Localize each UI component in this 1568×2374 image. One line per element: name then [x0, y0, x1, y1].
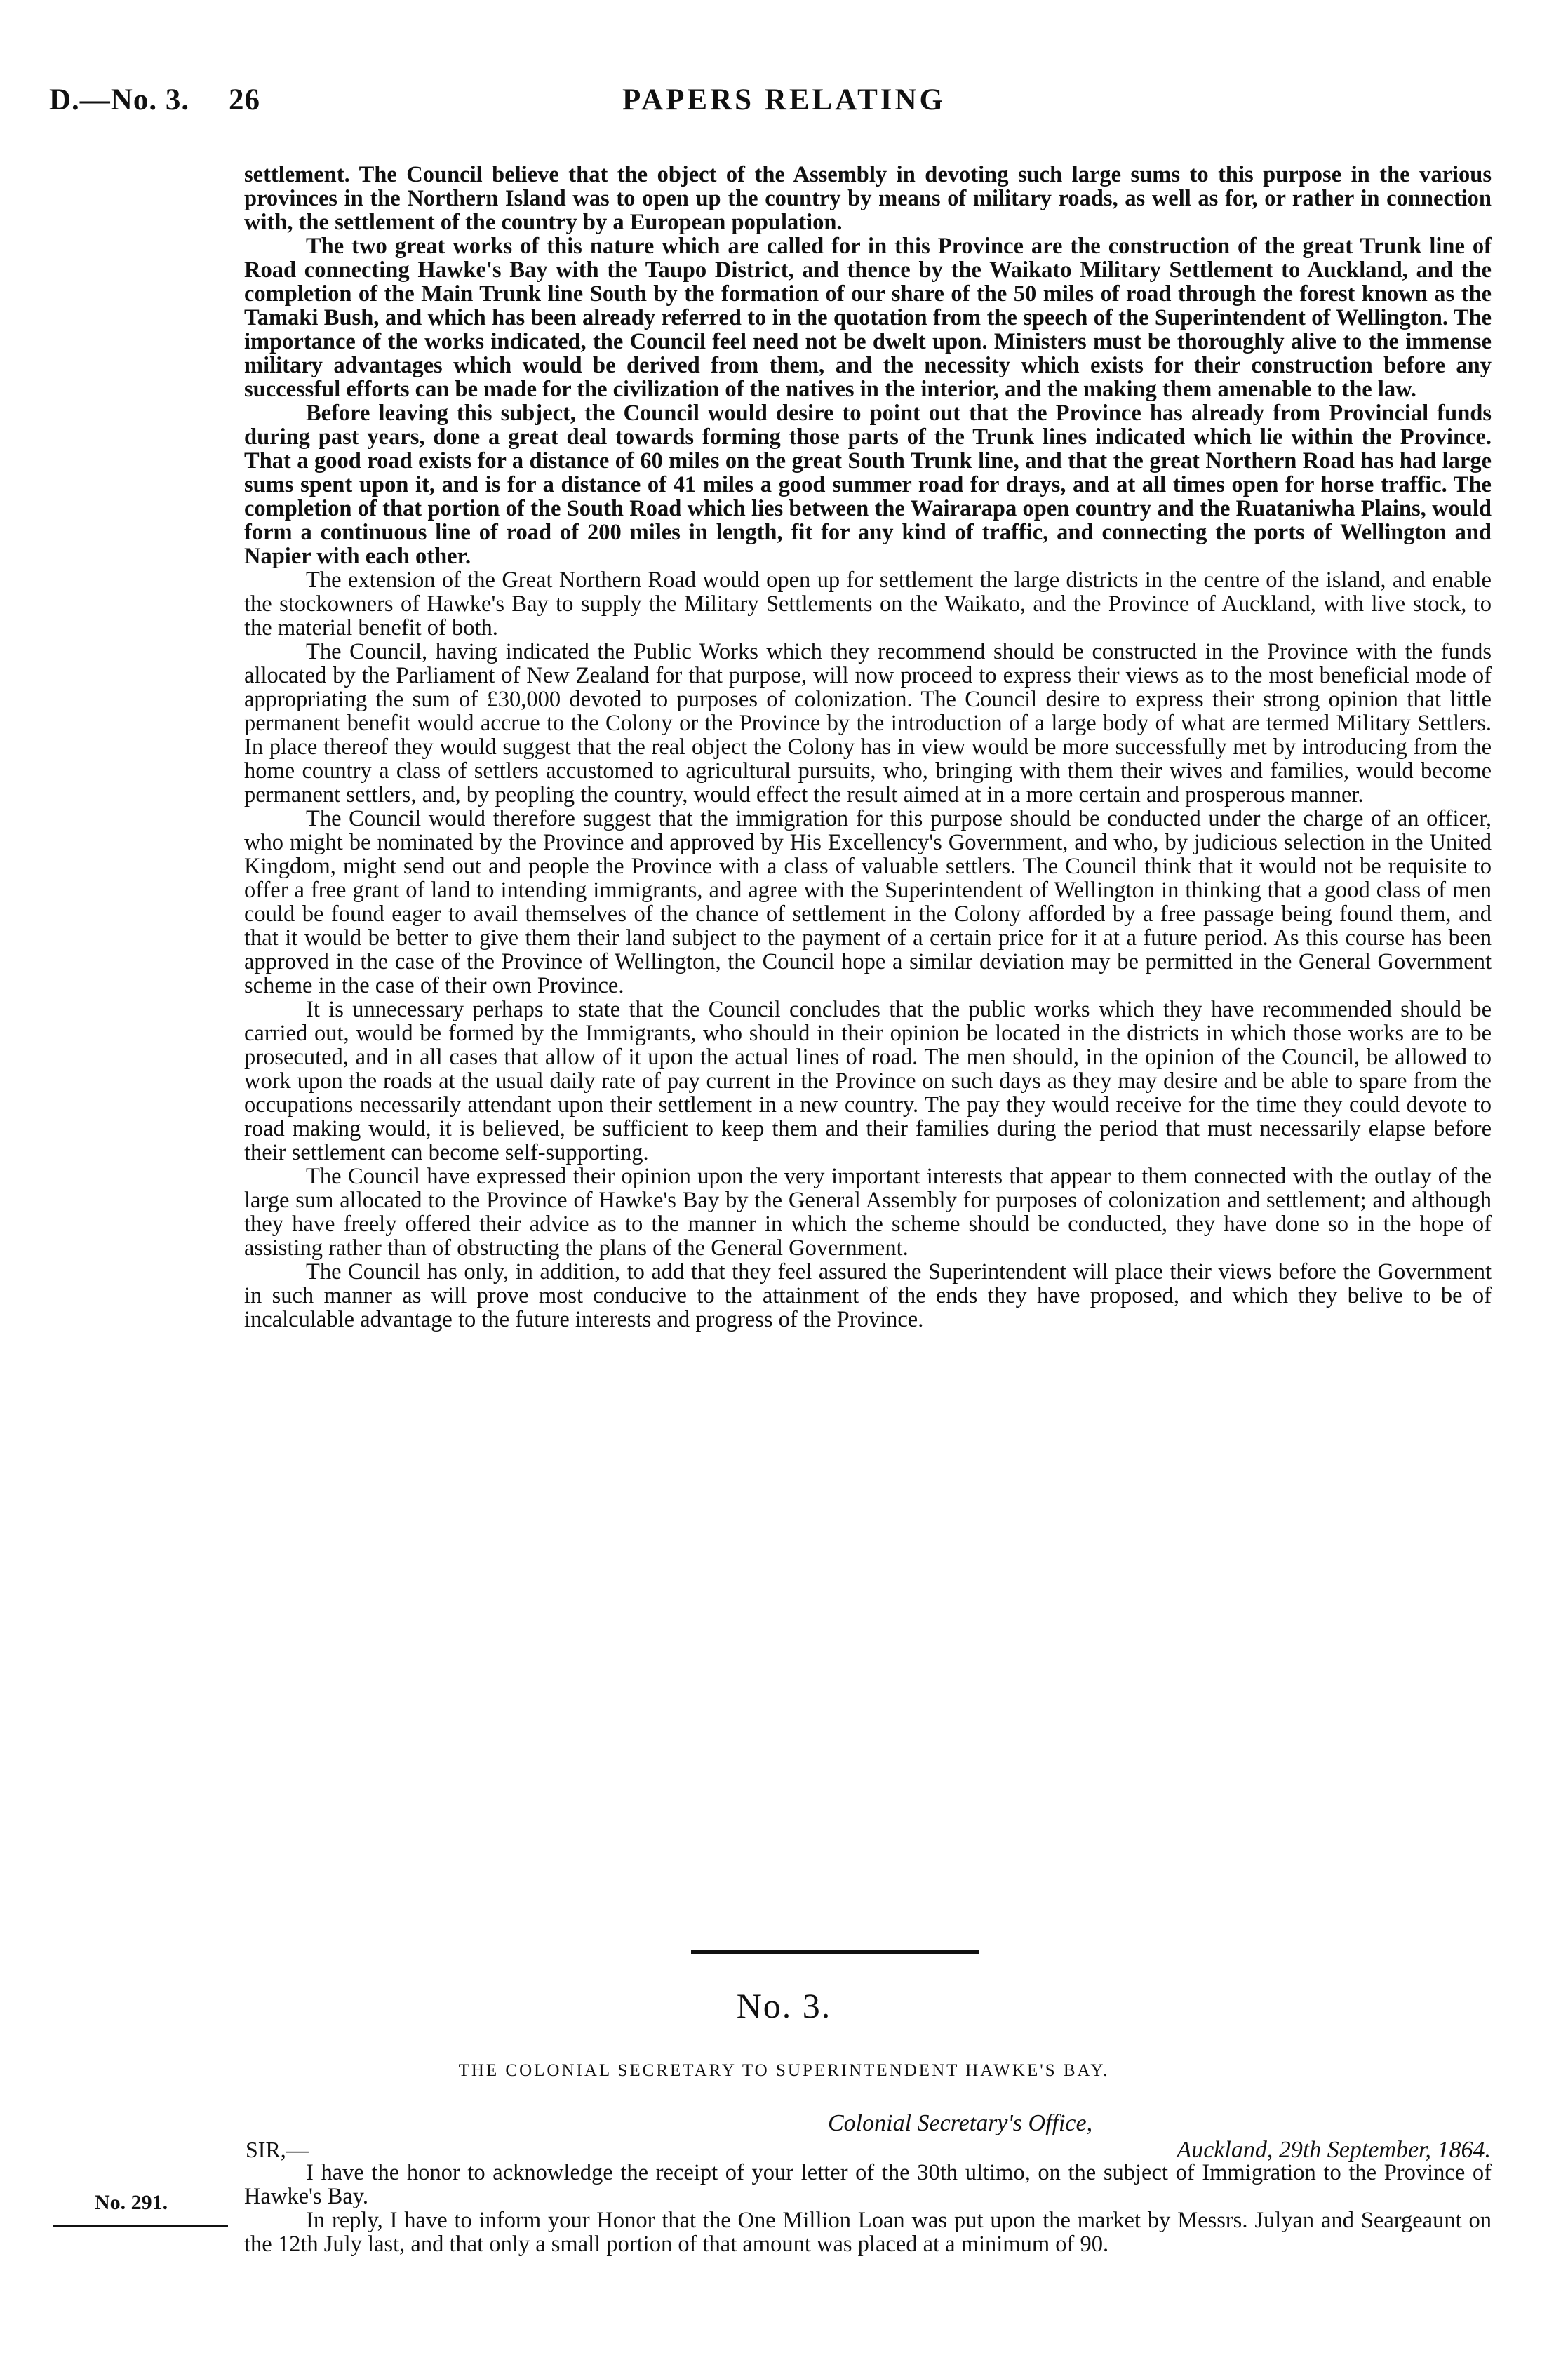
section-divider [691, 1950, 979, 1954]
running-head: PAPERS RELATING [622, 83, 946, 116]
page-number: 26 [229, 83, 260, 116]
letter-date: Auckland, 29th September, 1864. [1177, 2137, 1491, 2163]
document-reference: D.—No. 3. [49, 83, 190, 116]
body-text [244, 163, 1492, 1332]
paragraph: The Council, having indicated the Public Works which they recommend should be constructed in the Province with the funds allocated by the Parliament of New Zealand for that purpose, will now proceed to express their views as to the most beneficial mode of appropriating the sum of £30,000 devoted to purposes of colonization. The Council desire to express their strong opinion that little permanent benefit would accrue to the Colony or the Province by the introduction of a large body of what are termed Military Settlers. In place thereof they would suggest that the real object the Colony has in view would be more successfully met by introducing from the home country a class of settlers accustomed to agricultural pursuits, who, bringing with them their wives and families, would become permanent settlers, and, by peopling the country, would effect the result aimed at in a more certain and prosperous manner. [244, 639, 1492, 807]
letter-paragraph: I have the honor to acknowledge the receipt of your letter of the 30th ultimo, on the subject of Immigration to the Province of Hawke's Bay. [244, 2160, 1492, 2209]
paragraph: The extension of the Great Northern Road would open up for settlement the large districts in the centre of the island, and enable the stockowners of Hawke's Bay to supply the Military Settlements on the Waikato, and the Province of Auckland, with live stock, to the material benefit of both. [244, 568, 1492, 641]
paragraph: The Council has only, in addition, to add that they feel assured the Superintendent will place their views before the Government in such manner as will prove most conducive to the attainment of the ends they have proposed, and which they belive to be of incalculable advantage to the future interests and progress of the Province. [244, 1259, 1492, 1332]
paragraph: It is unnecessary perhaps to state that the Council concludes that the public works which they have recommended should be carried out, would be formed by the Immigrants, who should in their opinion be located in the districts in which those works are to be prosecuted, and in all cases that allow of it upon the actual lines of road. The men should, in the opinion of the Council, be allowed to work upon the roads at the usual daily rate of pay current in the Province on such days as they may desire and be able to spare from the occupations necessarily attendant upon their settlement in a new country. The pay they would receive for the time they could devote to road making would, it is believed, be sufficient to keep them and their families during the period that must necessarily elapse before their settlement can become self-supporting. [244, 997, 1492, 1165]
margin-note: No. 291. [95, 2191, 168, 2214]
letter-body [244, 2161, 1492, 2256]
letter-number: No. 3. [736, 1986, 832, 2025]
salutation: SIR,— [246, 2137, 309, 2162]
paragraph: The two great works of this nature which are called for in this Province are the construction of the great Trunk line of Road connecting Hawke's Bay with the Taupo District, and thence by the Waikato Military Settlement to Auckland, and the completion of the Main Trunk line South by the formation of our share of the 50 miles of road through the forest known as the Tamaki Bush, and which has been already referred to in the quotation from the speech of the Superintendent of Wellington. The importance of the works indicated, the Council feel need not be dwelt upon. Ministers must be thoroughly alive to the immense military advantages which would be derived from them, and the necessity which exists for their construction before any successful efforts can be made for the civilization of the natives in the interior, and the making them amenable to the law. [244, 234, 1492, 402]
paragraph: settlement. The Council believe that the object of the Assembly in devoting such large sums to this purpose in the various provinces in the Northern Island was to open up the country by means of military roads, as well as for, or rather in connection with, the settlement of the country by a European population. [244, 162, 1492, 235]
paragraph: The Council have expressed their opinion upon the very important interests that appear to them connected with the outlay of the large sum allocated to the Province of Hawke's Bay by the General Assembly for purposes of colonization and settlement; and although they have freely offered their advice as to the manner in which the scheme should be conducted, they have done so in the hope of assisting rather than of obstructing the plans of the General Government. [244, 1164, 1492, 1261]
letter-office: Colonial Secretary's Office, [828, 2110, 1093, 2136]
paragraph: The Council would therefore suggest that the immigration for this purpose should be conducted under the charge of an officer, who might be nominated by the Province and approved by His Excellency's Government, and who, by judicious selection in the United Kingdom, might send out and people the Province with a class of valuable settlers. The Council think that it would not be requisite to offer a free grant of land to intending immigrants, and agree with the Superintendent of Wellington in thinking that a good class of men could be found eager to avail themselves of the chance of settlement in the Colony afforded by a free passage being found them, and that it would be better to give them their land subject to the payment of a certain price for it at a future period. As this course has been approved in the case of the Province of Wellington, the Council hope a similar deviation may be permitted in the General Government scheme in the case of their own Province. [244, 806, 1492, 998]
margin-rule [53, 2225, 228, 2227]
letter-heading: THE COLONIAL SECRETARY TO SUPERINTENDENT HAWKE'S BAY. [458, 2061, 1110, 2080]
letter-paragraph: In reply, I have to inform your Honor that the One Million Loan was put upon the market by Messrs. Julyan and Seargeaunt on the 12th July last, and that only a small portion of that amount was placed at a minimum of 90. [244, 2208, 1492, 2257]
paragraph: Before leaving this subject, the Council would desire to point out that the Province has already from Provincial funds during past years, done a great deal towards forming those parts of the Trunk lines indicated which lie within the Province. That a good road exists for a distance of 60 miles on the great South Trunk line, and that the great Northern Road has had large sums spent upon it, and is for a distance of 41 miles a good summer road for drays, and at all times open for horse traffic. The completion of that portion of the South Road which lies between the Wairarapa open country and the Ruataniwha Plains, would form a continuous line of road of 200 miles in length, fit for any kind of traffic, and connecting the ports of Wellington and Napier with each other. [244, 401, 1492, 569]
